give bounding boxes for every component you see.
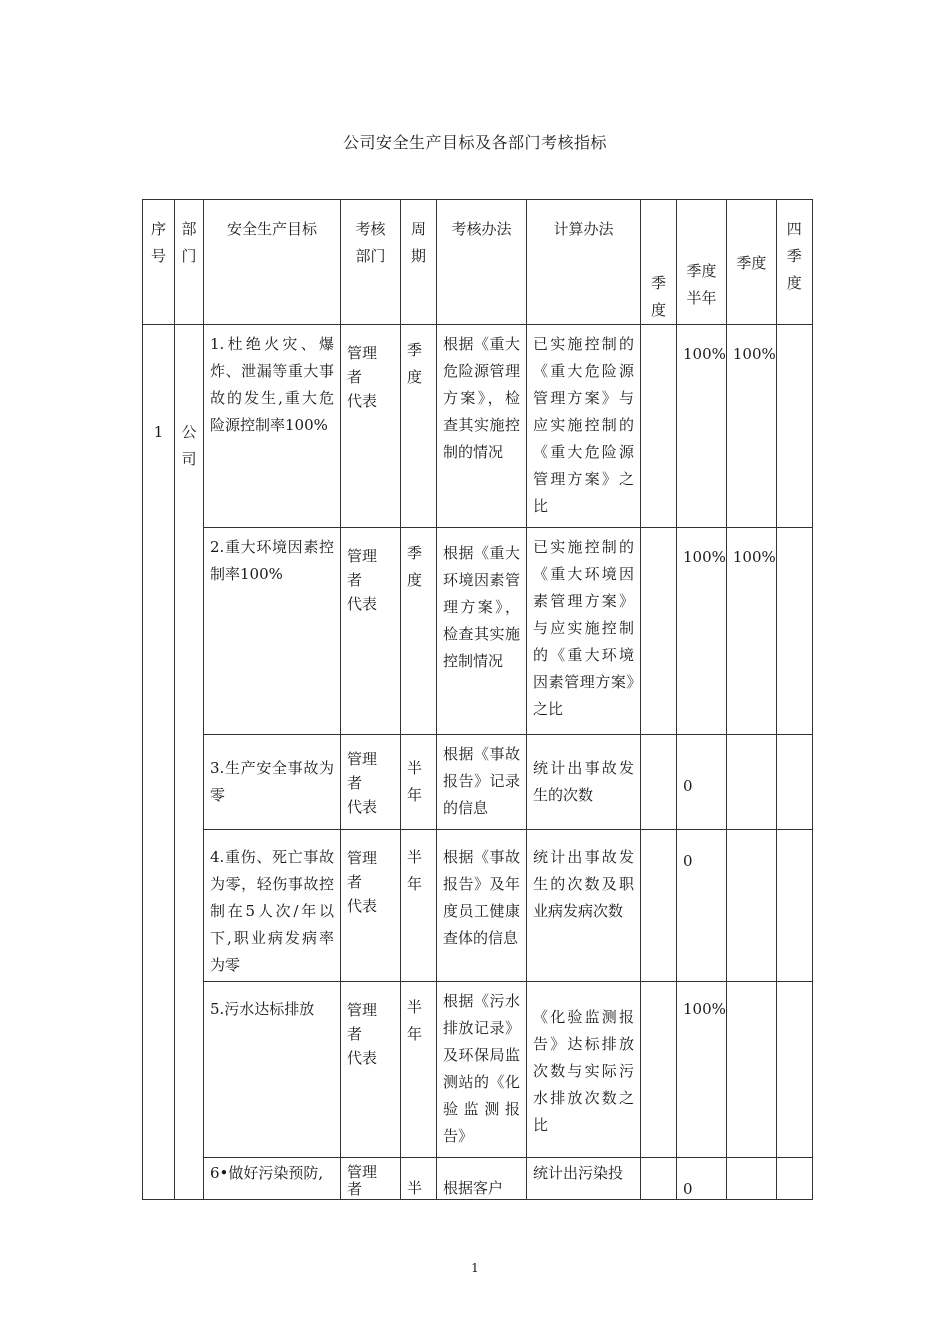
q1-cell [641,1158,677,1200]
header-q3: 季度 [726,200,776,325]
goal-cell: 3.生产安全事故为零 [204,735,341,830]
q4-cell [776,325,812,528]
assess-dept-cell: 管理 者 代表 [341,325,401,528]
q3-cell [726,982,776,1158]
method-cell: 根据《事故报告》及年度员工健康查体的信息 [437,830,527,982]
q2-cell: 0 [677,1158,727,1200]
calc-cell: 已实施控制的《重大环境因素管理方案》与应实施控制的《重大环境因素管理方案》之比 [527,528,641,735]
table-row [143,830,813,982]
table-row [143,325,813,528]
method-cell: 根据《重大危险源管理方案》，检查其实施控制的情况 [437,325,527,528]
calc-cell: 统计出事故发生的次数 [527,735,641,830]
assess-dept-cell: 管理 者 [341,1158,401,1200]
q2-cell: 0 [677,735,727,830]
calc-cell: 统计出事故发生的次数及职业病发病次数 [527,830,641,982]
header-method: 考核办法 [437,200,527,325]
q2-cell: 100% [677,982,727,1158]
header-period: 周 期 [401,200,437,325]
header-q4: 四 季 度 [776,200,812,325]
q3-cell [726,1158,776,1200]
q4-cell [776,1158,812,1200]
calc-cell: 已实施控制的《重大危险源管理方案》与应实施控制的《重大危险源管理方案》之比 [527,325,641,528]
goal-cell: 6•做好污染预防, [204,1158,341,1200]
header-dept: 部 门 [175,200,204,325]
q1-cell [641,830,677,982]
calc-cell: 《化验监测报告》达标排放次数与实际污水排放次数之比 [527,982,641,1158]
header-goal: 安全生产目标 [204,200,341,325]
table-row [143,735,813,830]
q3-cell: 100% [726,325,776,528]
q3-cell [726,830,776,982]
method-cell: 根据《事故报告》记录的信息 [437,735,527,830]
period-cell: 半 [401,1158,437,1200]
q1-cell [641,325,677,528]
header-seq: 序 号 [143,200,175,325]
goal-cell: 4.重伤、死亡事故为零，轻伤事故控制在5人次/年以下,职业病发病率为零 [204,830,341,982]
header-calc: 计算办法 [527,200,641,325]
period-cell: 半 年 [401,830,437,982]
assess-dept-cell: 管理 者 代表 [341,528,401,735]
group-dept: 公 司 [175,325,204,1200]
table-row [143,1158,813,1200]
period-cell: 季 度 [401,325,437,528]
period-cell: 半 年 [401,735,437,830]
period-cell: 半 年 [401,982,437,1158]
page-number: 1 [471,1261,479,1275]
header-q1: 季 度 [641,200,677,325]
q4-cell [776,830,812,982]
table-row [143,528,813,735]
q4-cell [776,735,812,830]
group-seq: 1 [143,325,175,1200]
q1-cell [641,528,677,735]
assess-dept-cell: 管理 者 代表 [341,830,401,982]
q1-cell [641,982,677,1158]
assess-dept-cell: 管理 者 代表 [341,735,401,830]
period-cell: 季 度 [401,528,437,735]
q4-cell [776,528,812,735]
q3-cell [726,735,776,830]
goal-cell: 2.重大环境因素控制率100% [204,528,341,735]
q1-cell [641,735,677,830]
document-title: 公司安全生产目标及各部门考核指标 [342,133,607,152]
q3-cell: 100% [726,528,776,735]
q2-cell: 100% [677,528,727,735]
assess-dept-cell: 管理 者 代表 [341,982,401,1158]
method-cell: 根据《重大环境因素管理方案》，检查其实施控制情况 [437,528,527,735]
header-assess-dept: 考核 部门 [341,200,401,325]
calc-cell: 统计出污染投 [527,1158,641,1200]
q2-cell: 100% [677,325,727,528]
goal-cell: 5.污水达标排放 [204,982,341,1158]
header-q2: 季度 半年 [677,200,727,325]
q2-cell: 0 [677,830,727,982]
table-row [143,982,813,1158]
q4-cell [776,982,812,1158]
method-cell: 根据《污水排放记录》及环保局监测站的《化验监测报告》 [437,982,527,1158]
header-row [143,200,813,325]
goal-cell: 1.杜绝火灾、爆炸、泄漏等重大事故的发生,重大危险源控制率100% [204,325,341,528]
indicator-table [142,199,813,1200]
method-cell: 根据客户 [437,1158,527,1200]
